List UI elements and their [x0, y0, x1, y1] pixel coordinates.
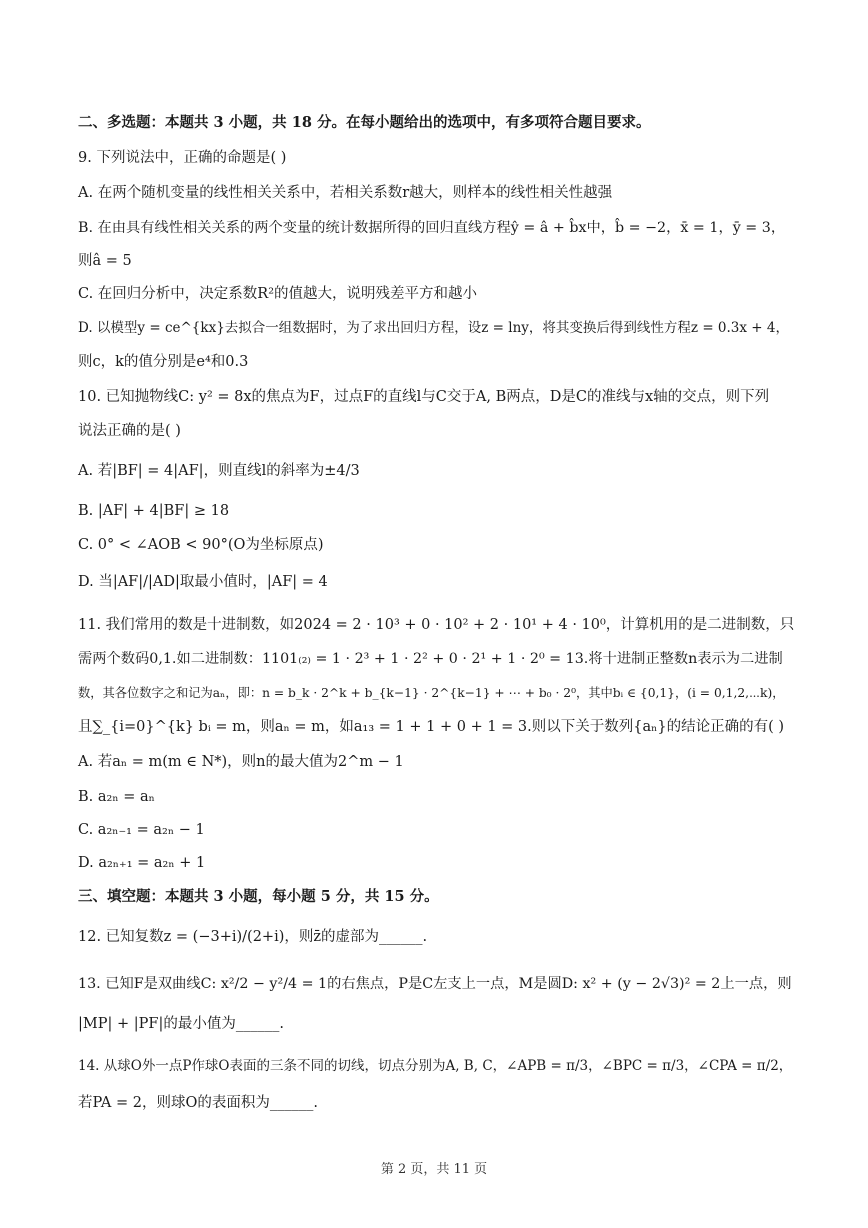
q9-option-b-cont: 则â = 5	[78, 253, 132, 269]
q11-stem-1: 11. 我们常用的数是十进制数，如2024 = 2 · 10³ + 0 · 10² + 2 · 10¹ + 4 · 10⁰，计算机用的是二进制数，只	[78, 617, 795, 633]
q11-option-c: C. a₂ₙ₋₁ = a₂ₙ − 1	[78, 822, 205, 838]
q9-option-d-cont: 则c，k的值分别是e⁴和0.3	[78, 354, 249, 370]
q10-option-c: C. 0° < ∠AOB < 90°(O为坐标原点)	[78, 537, 324, 553]
q10-stem-cont: 说法正确的是( )	[78, 423, 181, 439]
section-heading-fill-blank: 三、填空题：本题共 3 小题，每小题 5 分，共 15 分。	[78, 888, 439, 905]
q13-stem-2: |MP| + |PF|的最小值为______.	[78, 1016, 284, 1032]
q11-stem-2: 需两个数码0,1.如二进制数：1101₍₂₎ = 1 · 2³ + 1 · 2² + 0 · 2¹ + 1 · 2⁰ = 13.将十进制正整数n表示为二进制	[78, 651, 783, 667]
q9-option-b: B. 在由具有线性相关关系的两个变量的统计数据所得的回归直线方程ŷ = â + b̂x中，b̂ = −2，x̄ = 1，ȳ = 3，	[78, 220, 786, 236]
q14-stem-2: 若PA = 2，则球O的表面积为______.	[78, 1095, 318, 1111]
q11-option-a: A. 若aₙ = m(m ∈ N*)，则n的最大值为2^m − 1	[78, 754, 404, 770]
q10-option-b: B. |AF| + 4|BF| ≥ 18	[78, 503, 230, 519]
q11-option-b: B. a₂ₙ = aₙ	[78, 789, 155, 805]
q9-stem: 9. 下列说法中，正确的命题是( )	[78, 150, 287, 166]
q10-option-a: A. 若|BF| = 4|AF|，则直线l的斜率为±4/3	[78, 463, 360, 479]
q9-option-a: A. 在两个随机变量的线性相关关系中，若相关系数r越大，则样本的线性相关性越强	[78, 185, 613, 201]
q10-option-d: D. 当|AF|/|AD|取最小值时，|AF| = 4	[78, 574, 328, 590]
q12-stem: 12. 已知复数z = (−3+i)/(2+i)，则z̄的虚部为______.	[78, 929, 428, 945]
q11-stem-4: 且∑_{i=0}^{k} bᵢ = m，则aₙ = m，如a₁₃ = 1 + 1 + 0 + 1 = 3.则以下关于数列{aₙ}的结论正确的有( )	[78, 719, 785, 735]
page-number: 第 2 页，共 11 页	[380, 1162, 488, 1177]
q10-stem: 10. 已知抛物线C: y² = 8x的焦点为F，过点F的直线l与C交于A, B两点，D是C的准线与x轴的交点，则下列	[78, 389, 770, 405]
q13-stem-1: 13. 已知F是双曲线C: x²/2 − y²/4 = 1的右焦点，P是C左支上一点，M是圆D: x² + (y − 2√3)² = 2上一点，则	[78, 976, 792, 992]
section-heading-multiple-choice: 二、多选题：本题共 3 小题，共 18 分。在每小题给出的选项中，有多项符合题目要求。	[78, 114, 651, 131]
q14-stem-1: 14. 从球O外一点P作球O表面的三条不同的切线，切点分别为A, B, C，∠APB = π/3，∠BPC = π/3，∠CPA = π/2，	[78, 1058, 793, 1074]
q11-option-d: D. a₂ₙ₊₁ = a₂ₙ + 1	[78, 855, 206, 871]
q9-option-d: D. 以模型y = ce^{kx}去拟合一组数据时，为了求出回归方程，设z = lny，将其变换后得到线性方程z = 0.3x + 4，	[78, 320, 789, 336]
q9-option-c: C. 在回归分析中，决定系数R²的值越大，说明残差平方和越小	[78, 286, 478, 302]
q11-stem-3: 数，其各位数字之和记为aₙ，即：n = b_k · 2^k + b_{k−1} · 2^{k−1} + ⋯ + b₀ · 2⁰，其中bᵢ ∈ {0,1}，(i = 0,1,2,⋯k)，	[78, 686, 785, 700]
